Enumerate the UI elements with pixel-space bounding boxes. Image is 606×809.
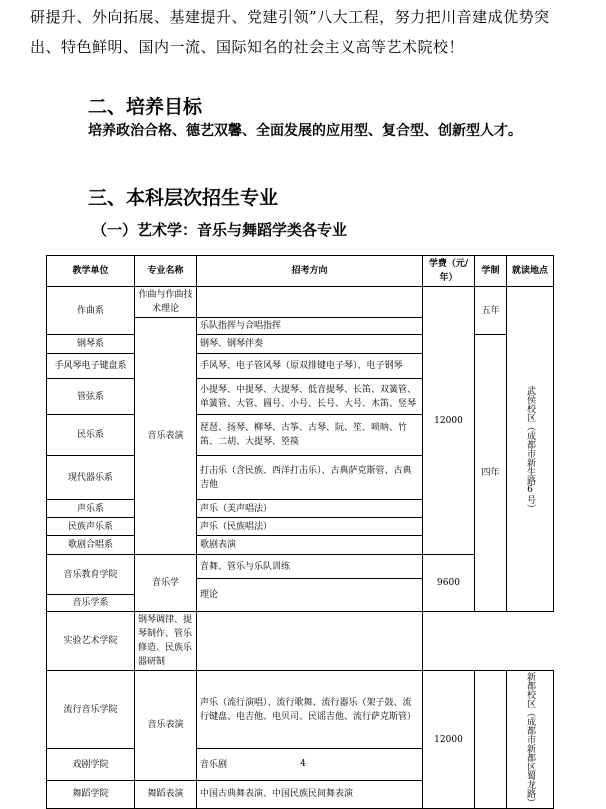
intro-line-1: 研提升、外向拓展、基建提升、党建引领”八大工程，努力把川音建成优势突 <box>30 8 550 26</box>
major-cell: 音乐表演 <box>135 318 197 555</box>
direction-cell: 手风琴、电子管风琴（原双排键电子琴）、电子钢琴 <box>197 354 423 379</box>
major-cell: 音乐学 <box>135 555 197 612</box>
unit-cell: 歌剧合唱系 <box>47 536 135 555</box>
section3-title: 三、本科层次招生专业 <box>88 187 279 209</box>
header-fee: 学费（元/年） <box>423 256 475 287</box>
header-direction: 招考方向 <box>197 256 423 287</box>
table-header-row <box>47 256 554 287</box>
unit-cell: 音乐教育学院 <box>47 555 135 595</box>
direction-cell: 声乐（流行演唱）、流行歌舞、流行器乐（架子鼓、流行键盘、电吉他、电贝司、民谣吉他、流行萨克斯管） <box>197 671 423 749</box>
intro-line-2: 出、特色鲜明、国内一流、国际知名的社会主义高等艺术院校！ <box>30 38 465 56</box>
intro-paragraph <box>30 2 586 62</box>
major-cell: 作曲与作曲技术理论 <box>135 287 197 318</box>
campus-cell <box>507 287 554 612</box>
major-cell: 音乐表演 <box>135 671 197 781</box>
direction-cell: 钢琴调律、提琴制作、管乐修造、民族乐器研制 <box>135 612 197 671</box>
subsection-title: （一）艺术学：音乐与舞蹈学类各专业 <box>92 221 348 239</box>
campus-cell <box>507 671 554 809</box>
direction-cell: 中国古典舞表演、中国民族民间舞表演 <box>197 780 423 808</box>
empty-cell <box>475 671 507 809</box>
direction-cell: 乐队指挥与合唱指挥 <box>197 318 423 335</box>
direction-cell: 打击乐（含民族、西洋打击乐）、古典萨克斯管、古典吉他 <box>197 456 423 500</box>
unit-cell: 音乐学系 <box>47 595 135 612</box>
enrollment-table <box>46 255 554 809</box>
unit-cell: 钢琴系 <box>47 335 135 354</box>
table-row <box>47 335 554 354</box>
campus-text: 武侯校区（成都市新生路6号） <box>525 385 535 513</box>
header-campus: 就读地点 <box>507 256 554 287</box>
unit-cell: 流行音乐学院 <box>47 671 135 749</box>
campus-text: 新都校区（成都市新都区蜀龙路） <box>525 672 535 807</box>
duration-cell: 四年 <box>475 335 507 612</box>
duration-cell: 五年 <box>475 287 507 335</box>
unit-cell: 戏剧学院 <box>47 749 135 780</box>
unit-cell: 民乐系 <box>47 415 135 456</box>
unit-cell: 舞蹈学院 <box>47 780 135 808</box>
header-major: 专业名称 <box>135 256 197 287</box>
page-number: 4 <box>300 759 306 769</box>
unit-cell: 民族声乐系 <box>47 518 135 536</box>
major-cell: 舞蹈表演 <box>135 780 197 808</box>
table-row <box>47 287 554 318</box>
table-row <box>47 671 554 749</box>
unit-cell: 现代器乐系 <box>47 456 135 500</box>
unit-cell: 作曲系 <box>47 287 135 335</box>
direction-cell: 声乐（民族唱法） <box>197 518 423 536</box>
table-row <box>47 612 554 671</box>
section2-text: 培养政治合格、德艺双馨、全面发展的应用型、复合型、创新型人才。 <box>88 123 522 139</box>
empty-cell <box>197 612 423 671</box>
direction-cell: 歌剧表演 <box>197 536 423 555</box>
section2-title: 二、培养目标 <box>88 96 203 118</box>
unit-cell: 手风琴电子键盘系 <box>47 354 135 379</box>
direction-cell <box>197 287 423 318</box>
fee-cell: 12000 <box>423 287 475 555</box>
direction-cell: 声乐（美声唱法） <box>197 500 423 518</box>
header-unit: 教学单位 <box>47 256 135 287</box>
direction-cell: 钢琴、钢琴伴奏 <box>197 335 423 354</box>
direction-cell: 理论 <box>197 579 423 612</box>
direction-cell: 琵琶、扬琴、柳琴、古筝、古琴、阮、笙、唢呐、竹笛、二胡、大提琴、箜篌 <box>197 415 423 456</box>
unit-cell: 实验艺术学院 <box>47 612 135 671</box>
direction-cell: 音舞、管乐与乐队训练 <box>197 555 423 579</box>
unit-cell: 管弦系 <box>47 379 135 415</box>
fee-cell: 9600 <box>423 555 475 612</box>
header-duration: 学制 <box>475 256 507 287</box>
fee-cell: 12000 <box>423 671 475 809</box>
direction-cell: 音乐剧 <box>197 749 423 780</box>
unit-cell: 声乐系 <box>47 500 135 518</box>
direction-cell: 小提琴、中提琴、大提琴、低音提琴、长笛、双簧管、单簧管、大管、圆号、小号、长号、大号、木笛、竖琴 <box>197 379 423 415</box>
